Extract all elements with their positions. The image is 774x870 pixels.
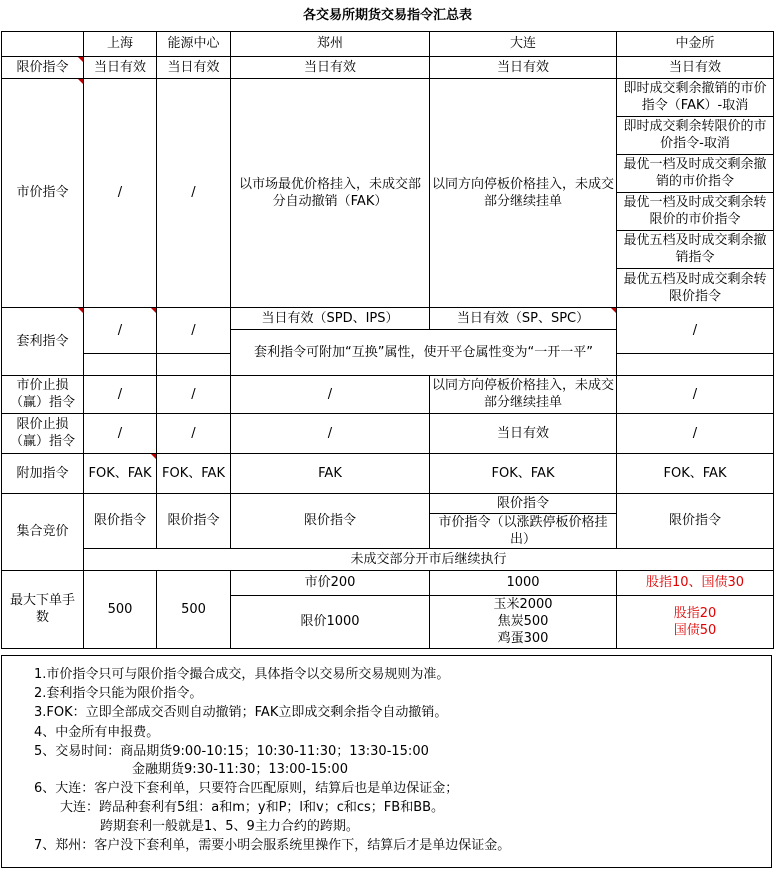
lots-cffex-bond: 国债50 — [673, 622, 717, 638]
cell-arb-note: 套利指令可附加“互换”属性，使开平仓属性变为“一开一平” — [231, 329, 617, 375]
cell-lstop-cffex: / — [617, 413, 774, 453]
cell-lots-cffex-market: 股指10、国债30 — [617, 570, 774, 595]
cell-auction-shanghai: 限价指令 — [84, 493, 157, 548]
cell-mstop-energy: / — [157, 375, 231, 413]
lots-dalian-corn: 玉米2000 — [493, 597, 553, 612]
notes-box — [1, 655, 772, 868]
header-energy: 能源中心 — [157, 31, 231, 56]
cell-lots-energy: 500 — [157, 570, 231, 648]
note-4: 4、中金所有申报费。 — [34, 725, 160, 740]
row-label-market: 市价指令 — [2, 78, 84, 307]
cell-arb-cffex: / — [617, 307, 774, 353]
note-1: 1.市价指令只可与限价指令撮合成交，具体指令以交易所交易规则为准。 — [34, 667, 450, 682]
cell-add-shanghai: FOK、FAK — [84, 453, 157, 493]
lots-cffex-index: 股指20 — [673, 605, 717, 621]
table-title: 各交易所期货交易指令汇总表 — [2, 0, 774, 31]
row-label-market-stop: 市价止损（赢）指令 — [2, 375, 84, 413]
cell-mstop-shanghai: / — [84, 375, 157, 413]
note-5b: 金融期货9:30-11:30；13:00-15:00 — [132, 762, 348, 777]
note-3: 3.FOK：立即全部成交否则自动撤销；FAK立即成交剩余指令自动撤销。 — [34, 705, 448, 720]
cell-arb-energy: / — [157, 307, 231, 353]
cell-mstop-zhengzhou: / — [231, 375, 430, 413]
header-shanghai: 上海 — [84, 31, 157, 56]
note-6: 6、大连：客户没下套利单，只要符合匹配原则，结算后也是单边保证金； — [34, 781, 459, 796]
note-7: 7、郑州：客户没下套利单，需要小明会服系统里操作下，结算后才是单边保证金。 — [34, 838, 511, 853]
cell-limit-zhengzhou: 当日有效 — [231, 56, 430, 78]
row-label-limit-stop: 限价止损（赢）指令 — [2, 413, 84, 453]
cell-lots-dalian-market: 1000 — [430, 570, 617, 595]
cell-limit-energy: 当日有效 — [157, 56, 231, 78]
cell-market-cffex-1: 即时成交剩余撤销的市价指令（FAK）-取消 — [617, 78, 774, 116]
note-6c: 跨期套利一般就是1、5、9主力合约的跨期。 — [100, 819, 359, 834]
lots-dalian-coke: 焦炭500 — [497, 614, 549, 629]
cell-market-energy: / — [157, 78, 231, 307]
cell-lots-dalian-limit — [430, 595, 617, 648]
cell-market-dalian: 以同方向停板价格挂入，未成交部分继续挂单 — [430, 78, 617, 307]
header-cffex: 中金所 — [617, 31, 774, 56]
cell-market-shanghai: / — [84, 78, 157, 307]
cell-add-cffex: FOK、FAK — [617, 453, 774, 493]
row-label-arbitrage: 套利指令 — [2, 307, 84, 375]
cell-arb-zhengzhou: 当日有效（SPD、IPS） — [231, 307, 430, 329]
cell-market-cffex-4: 最优一档及时成交剩余转限价的市价指令 — [617, 192, 774, 230]
note-5: 5、交易时间：商品期货9:00-10:15；10:30-11:30；13:30-15:00 — [34, 744, 429, 759]
cell-auction-note: 未成交部分开市后继续执行 — [84, 548, 774, 570]
cell-market-cffex-2: 即时成交剩余转限价的市价指令-取消 — [617, 116, 774, 154]
header-corner — [2, 31, 84, 56]
cell-add-zhengzhou: FAK — [231, 453, 430, 493]
note-2: 2.套利指令只能为限价指令。 — [34, 686, 203, 701]
cell-auction-cffex: 限价指令 — [617, 493, 774, 548]
cell-lstop-dalian: 当日有效 — [430, 413, 617, 453]
row-label-limit: 限价指令 — [2, 56, 84, 78]
cell-market-zhengzhou: 以市场最优价格挂入，未成交部分自动撤销（FAK） — [231, 78, 430, 307]
row-label-auction: 集合竞价 — [2, 493, 84, 570]
cell-limit-cffex: 当日有效 — [617, 56, 774, 78]
lots-dalian-egg: 鸡蛋300 — [497, 631, 549, 646]
cell-market-cffex-6: 最优五档及时成交剩余转限价指令 — [617, 268, 774, 307]
row-label-additional: 附加指令 — [2, 453, 84, 493]
cell-lots-zhengzhou-limit: 限价1000 — [231, 595, 430, 648]
cell-lstop-energy: / — [157, 413, 231, 453]
cell-auction-energy: 限价指令 — [157, 493, 231, 548]
cell-market-cffex-3: 最优一档及时成交剩余撤销的市价指令 — [617, 154, 774, 192]
note-6b: 大连：跨品种套利有5组：a和m；y和P；l和v；c和cs；FB和BB。 — [60, 800, 445, 815]
cell-arb-empty-shanghai — [84, 353, 157, 375]
header-dalian: 大连 — [430, 31, 617, 56]
cell-lots-shanghai: 500 — [84, 570, 157, 648]
cell-auction-zhengzhou: 限价指令 — [231, 493, 430, 548]
cell-lots-zhengzhou-market: 市价200 — [231, 570, 430, 595]
cell-auction-dalian-market: 市价指令（以涨跌停板价格挂出） — [430, 513, 617, 548]
header-zhengzhou: 郑州 — [231, 31, 430, 56]
cell-limit-dalian: 当日有效 — [430, 56, 617, 78]
cell-lots-cffex-limit — [617, 595, 774, 648]
cell-mstop-cffex: / — [617, 375, 774, 413]
cell-mstop-dalian: 以同方向停板价格挂入，未成交部分继续挂单 — [430, 375, 617, 413]
cell-limit-shanghai: 当日有效 — [84, 56, 157, 78]
row-label-max-lots: 最大下单手数 — [2, 570, 84, 648]
cell-lstop-shanghai: / — [84, 413, 157, 453]
cell-market-cffex-5: 最优五档及时成交剩余撤销指令 — [617, 230, 774, 268]
cell-add-dalian: FOK、FAK — [430, 453, 617, 493]
cell-arb-shanghai: / — [84, 307, 157, 353]
cell-lstop-zhengzhou: / — [231, 413, 430, 453]
cell-auction-dalian-limit: 限价指令 — [430, 493, 617, 513]
cell-arb-dalian: 当日有效（SP、SPC） — [430, 307, 617, 329]
cell-arb-empty-energy — [157, 353, 231, 375]
cell-add-energy: FOK、FAK — [157, 453, 231, 493]
cell-arb-empty-cffex — [617, 353, 774, 375]
order-summary-table — [1, 0, 774, 649]
